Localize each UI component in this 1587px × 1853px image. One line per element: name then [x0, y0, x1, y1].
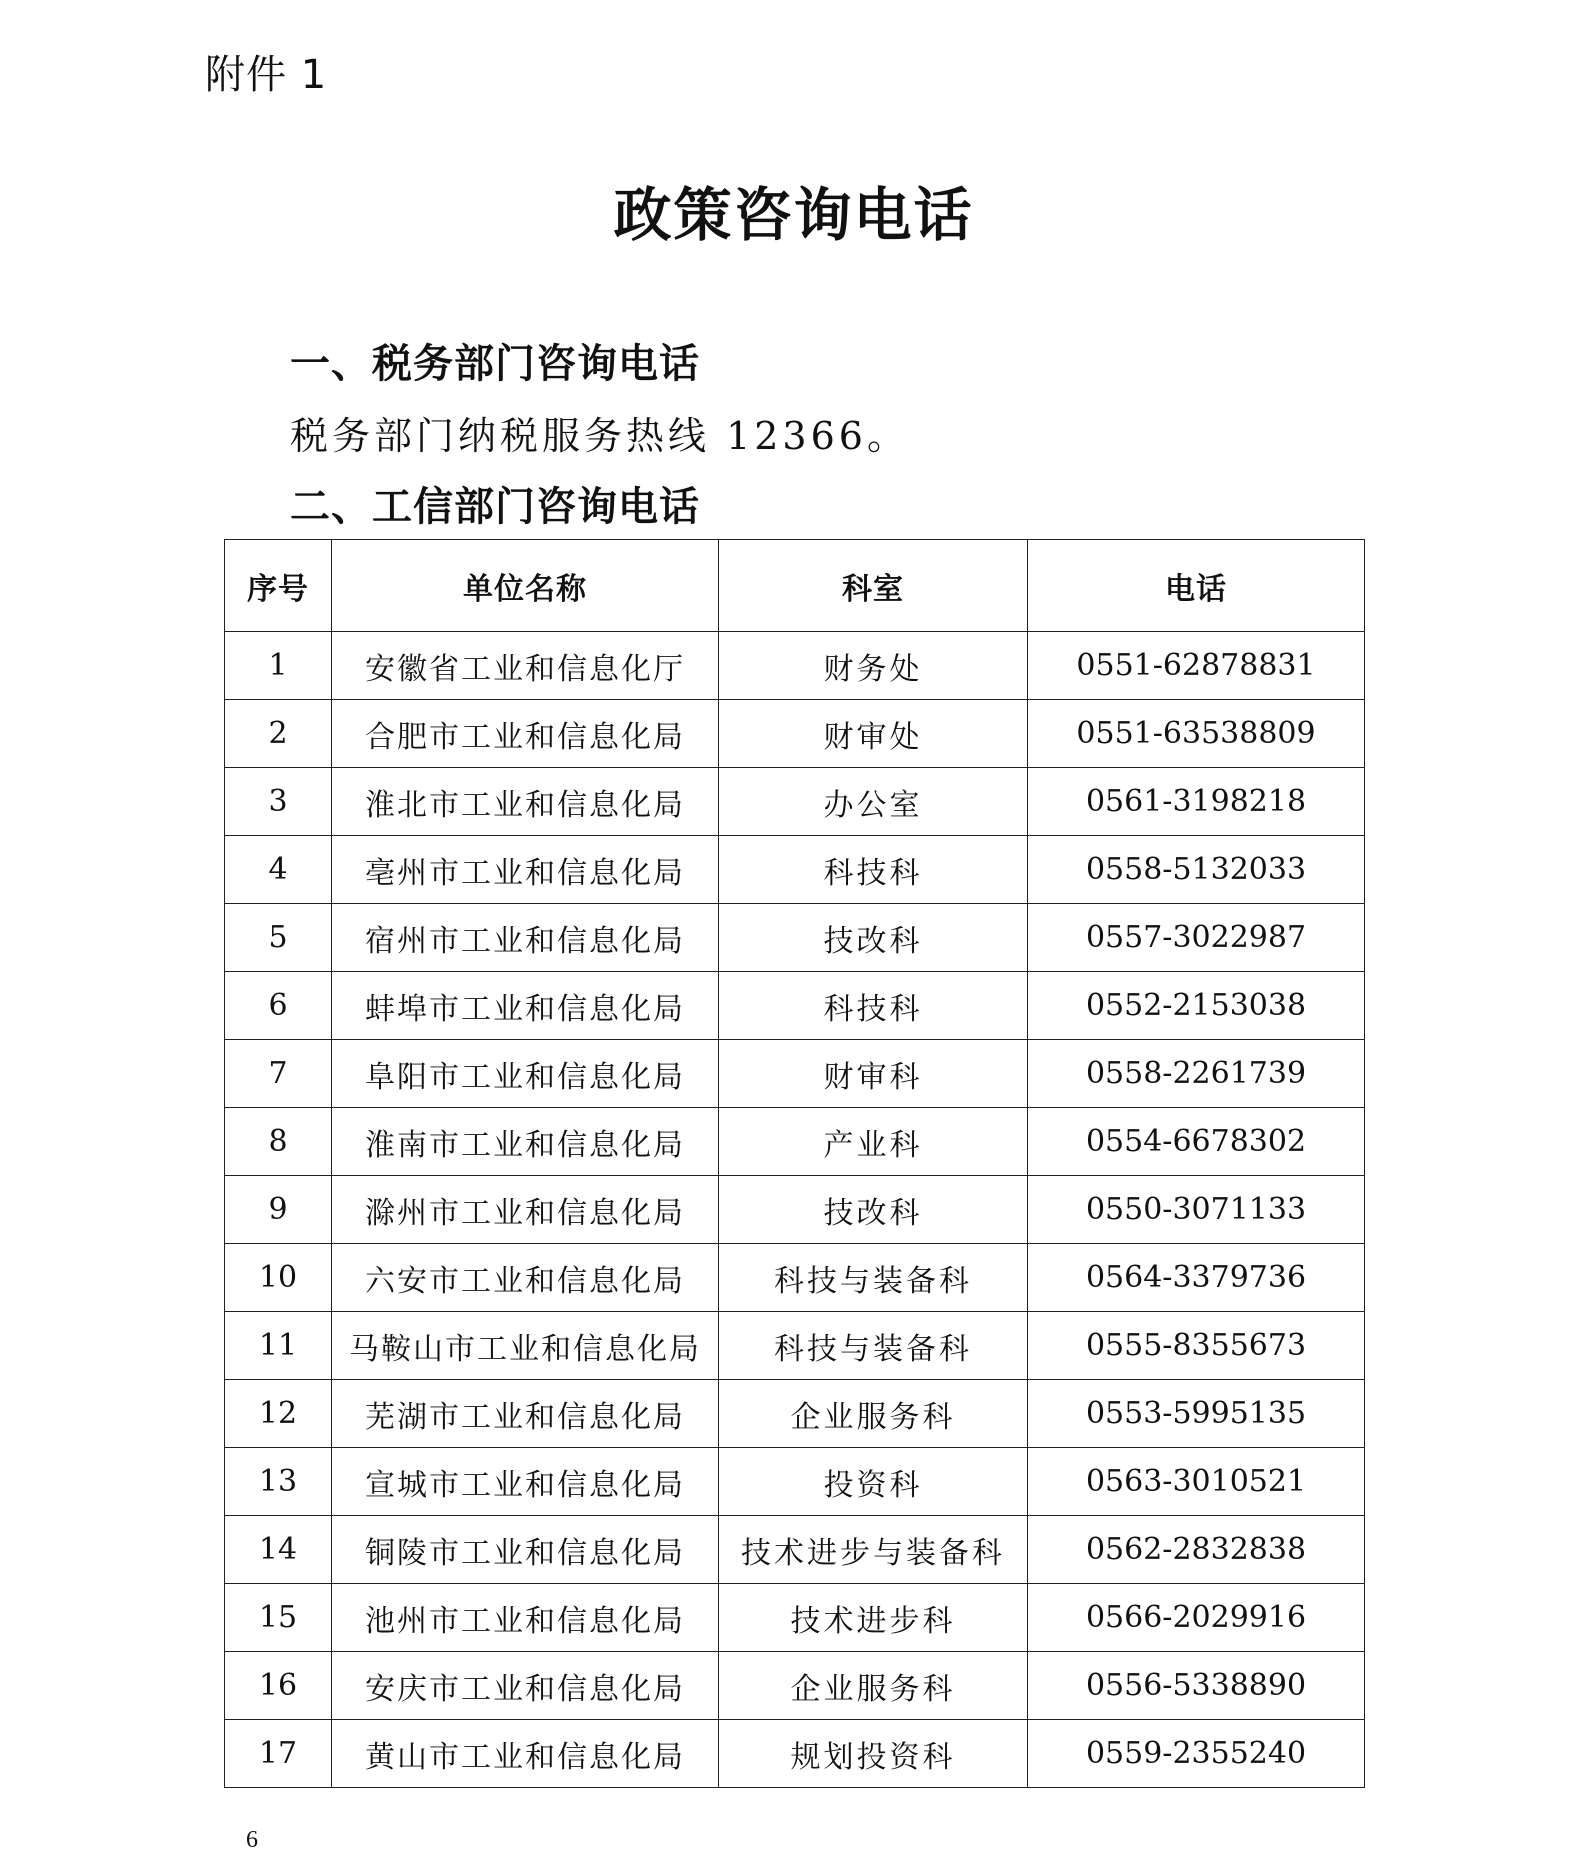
table-row — [225, 1652, 1365, 1720]
department: 财审科 — [719, 1040, 1028, 1108]
table-row — [225, 904, 1365, 972]
department: 规划投资科 — [719, 1720, 1028, 1788]
contacts-table — [224, 539, 1365, 1788]
department: 技改科 — [719, 1176, 1028, 1244]
phone-number: 0551-62878831 — [1028, 632, 1365, 700]
row-number: 11 — [225, 1312, 332, 1380]
table-row — [225, 1380, 1365, 1448]
unit-name: 池州市工业和信息化局 — [332, 1584, 719, 1652]
department: 投资科 — [719, 1448, 1028, 1516]
department: 企业服务科 — [719, 1652, 1028, 1720]
row-number: 1 — [225, 632, 332, 700]
unit-name: 阜阳市工业和信息化局 — [332, 1040, 719, 1108]
unit-name: 六安市工业和信息化局 — [332, 1244, 719, 1312]
row-number: 3 — [225, 768, 332, 836]
attachment-label: 附件 1 — [205, 52, 328, 98]
table-row — [225, 836, 1365, 904]
section-heading-tax: 一、税务部门咨询电话 — [290, 341, 700, 387]
table-body — [225, 632, 1365, 1788]
department: 财审处 — [719, 700, 1028, 768]
row-number: 2 — [225, 700, 332, 768]
department: 财务处 — [719, 632, 1028, 700]
phone-number: 0551-63538809 — [1028, 700, 1365, 768]
table-row — [225, 700, 1365, 768]
row-number: 9 — [225, 1176, 332, 1244]
table-row — [225, 1584, 1365, 1652]
phone-number: 0558-5132033 — [1028, 836, 1365, 904]
row-number: 4 — [225, 836, 332, 904]
row-number: 14 — [225, 1516, 332, 1584]
unit-name: 黄山市工业和信息化局 — [332, 1720, 719, 1788]
table-row — [225, 1720, 1365, 1788]
unit-name: 安徽省工业和信息化厅 — [332, 632, 719, 700]
unit-name: 亳州市工业和信息化局 — [332, 836, 719, 904]
department: 科技与装备科 — [719, 1244, 1028, 1312]
page-number: 6 — [246, 1827, 258, 1853]
row-number: 16 — [225, 1652, 332, 1720]
unit-name: 宣城市工业和信息化局 — [332, 1448, 719, 1516]
row-number: 5 — [225, 904, 332, 972]
row-number: 10 — [225, 1244, 332, 1312]
row-number: 12 — [225, 1380, 332, 1448]
table-row — [225, 1176, 1365, 1244]
unit-name: 铜陵市工业和信息化局 — [332, 1516, 719, 1584]
department: 科技科 — [719, 836, 1028, 904]
column-header-phone: 电话 — [1028, 540, 1365, 632]
table-row — [225, 1516, 1365, 1584]
unit-name: 淮南市工业和信息化局 — [332, 1108, 719, 1176]
row-number: 6 — [225, 972, 332, 1040]
table-row — [225, 1244, 1365, 1312]
table-row — [225, 632, 1365, 700]
unit-name: 芜湖市工业和信息化局 — [332, 1380, 719, 1448]
table-row — [225, 1312, 1365, 1380]
unit-name: 蚌埠市工业和信息化局 — [332, 972, 719, 1040]
table-row — [225, 768, 1365, 836]
column-header-no: 序号 — [225, 540, 332, 632]
page-title: 政策咨询电话 — [613, 181, 974, 249]
phone-number: 0556-5338890 — [1028, 1652, 1365, 1720]
department: 科技科 — [719, 972, 1028, 1040]
table-row — [225, 972, 1365, 1040]
department: 技术进步与装备科 — [719, 1516, 1028, 1584]
row-number: 7 — [225, 1040, 332, 1108]
table-row — [225, 1108, 1365, 1176]
phone-number: 0562-2832838 — [1028, 1516, 1365, 1584]
phone-number: 0555-8355673 — [1028, 1312, 1365, 1380]
phone-number: 0561-3198218 — [1028, 768, 1365, 836]
department: 企业服务科 — [719, 1380, 1028, 1448]
tax-hotline-text: 税务部门纳税服务热线 12366。 — [290, 414, 909, 458]
table-row — [225, 1040, 1365, 1108]
unit-name: 合肥市工业和信息化局 — [332, 700, 719, 768]
unit-name: 淮北市工业和信息化局 — [332, 768, 719, 836]
unit-name: 宿州市工业和信息化局 — [332, 904, 719, 972]
phone-number: 0550-3071133 — [1028, 1176, 1365, 1244]
phone-number: 0552-2153038 — [1028, 972, 1365, 1040]
unit-name: 滁州市工业和信息化局 — [332, 1176, 719, 1244]
section-heading-industry: 二、工信部门咨询电话 — [290, 484, 700, 530]
column-header-dept: 科室 — [719, 540, 1028, 632]
phone-number: 0557-3022987 — [1028, 904, 1365, 972]
department: 技术进步科 — [719, 1584, 1028, 1652]
unit-name: 安庆市工业和信息化局 — [332, 1652, 719, 1720]
row-number: 13 — [225, 1448, 332, 1516]
row-number: 15 — [225, 1584, 332, 1652]
table-row — [225, 1448, 1365, 1516]
department: 技改科 — [719, 904, 1028, 972]
phone-number: 0563-3010521 — [1028, 1448, 1365, 1516]
phone-number: 0554-6678302 — [1028, 1108, 1365, 1176]
unit-name: 马鞍山市工业和信息化局 — [332, 1312, 719, 1380]
table-header-row — [225, 540, 1365, 632]
row-number: 8 — [225, 1108, 332, 1176]
phone-number: 0558-2261739 — [1028, 1040, 1365, 1108]
department: 产业科 — [719, 1108, 1028, 1176]
row-number: 17 — [225, 1720, 332, 1788]
phone-number: 0559-2355240 — [1028, 1720, 1365, 1788]
department: 办公室 — [719, 768, 1028, 836]
phone-number: 0564-3379736 — [1028, 1244, 1365, 1312]
department: 科技与装备科 — [719, 1312, 1028, 1380]
phone-number: 0553-5995135 — [1028, 1380, 1365, 1448]
phone-number: 0566-2029916 — [1028, 1584, 1365, 1652]
column-header-unit: 单位名称 — [332, 540, 719, 632]
